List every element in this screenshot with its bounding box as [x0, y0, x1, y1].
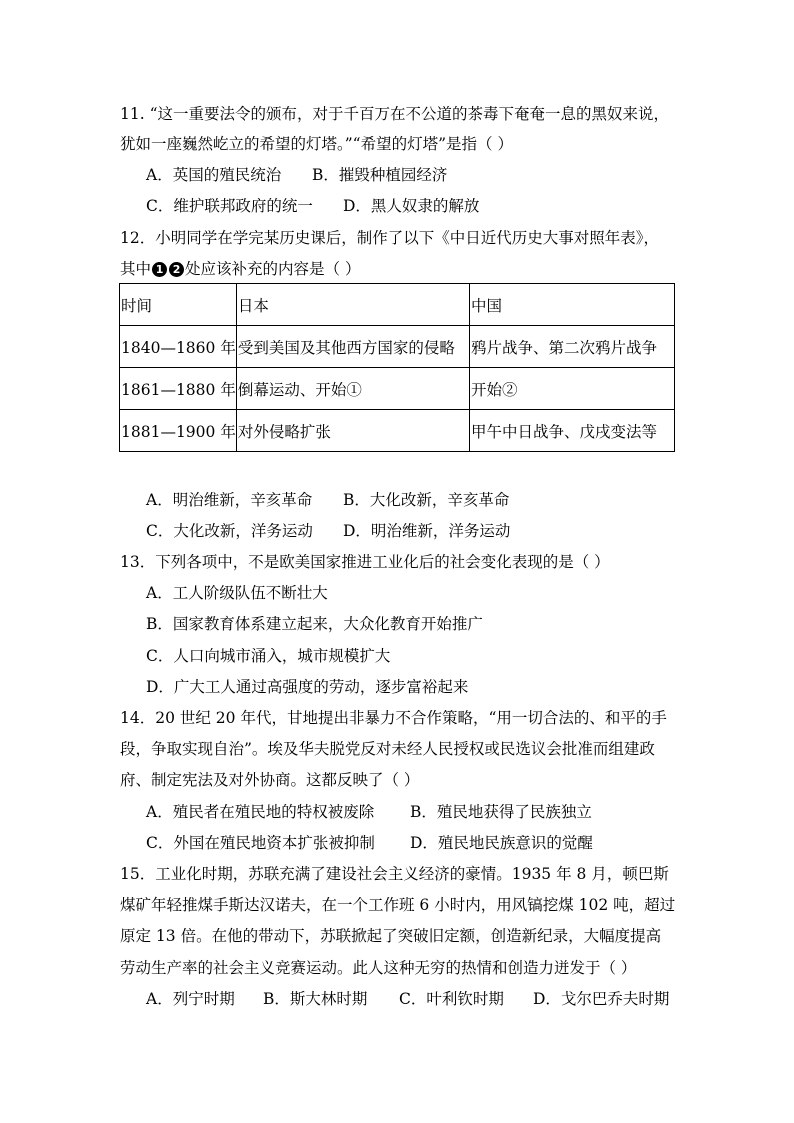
q11-option-b: B．摧毁种植园经济	[312, 166, 448, 184]
table-cell: 开始②	[469, 368, 674, 410]
table-cell: 对外侵略扩张	[236, 410, 469, 452]
circled-number-1: 1	[152, 262, 167, 277]
q14-option-d: D．殖民地民族意识的觉醒	[410, 834, 593, 852]
q13-option-b: B．国家教育体系建立起来，大众化教育开始推广	[146, 615, 483, 633]
q14-option-b: B．殖民地获得了民族独立	[410, 803, 592, 821]
q12-option-c: C．大化改新，洋务运动	[146, 522, 313, 540]
q11-stem-line2: 犹如一座巍然屹立的希望的灯塔。”“希望的灯塔”是指（ ）	[120, 135, 513, 153]
q14-stem-line2: 段，争取实现自治”。埃及华夫脱党反对未经人民授权或民选议会批准而组建政	[120, 740, 655, 758]
table-row	[120, 326, 675, 368]
q15-stem-line2: 煤矿年轻推煤手斯达汉诺夫，在一个工作班 6 小时内，用风镐挖煤 102 吨，超过	[120, 896, 676, 914]
q12-stem-line2	[120, 258, 360, 280]
q13-option-a: A．工人阶级队伍不断壮大	[146, 584, 328, 602]
q13-stem-line1: 13．下列各项中，不是欧美国家推进工业化后的社会变化表现的是（ ）	[120, 553, 610, 571]
q14-option-c: C．外国在殖民地资本扩张被抑制	[146, 834, 375, 852]
table-cell: 1840—1860 年	[120, 326, 237, 368]
table-header-row	[120, 284, 675, 326]
q12-option-d: D．明治维新，洋务运动	[343, 522, 511, 540]
table-cell: 受到美国及其他西方国家的侵略	[236, 326, 469, 368]
q13-option-c: C．人口向城市涌入，城市规模扩大	[146, 647, 391, 665]
q11-stem-line1: 11. “这一重要法令的颁布，对于千百万在不公道的茶毒下奄奄一息的黑奴来说，	[120, 105, 670, 123]
q15-option-c: C．叶利钦时期	[399, 990, 504, 1008]
q12-stem-suffix: 处应该补充的内容是（ ）	[185, 260, 361, 278]
q15-option-d: D．戈尔巴乔夫时期	[533, 990, 670, 1008]
table-cell: 甲午中日战争、戊戌变法等	[469, 410, 674, 452]
q12-stem-line1: 12．小明同学在学完某历史课后，制作了以下《中日近代历史大事对照年表》，	[120, 229, 659, 247]
q11-option-d: D．黑人奴隶的解放	[343, 197, 480, 215]
circled-number-2: 2	[169, 262, 184, 277]
table-cell: 1881—1900 年	[120, 410, 237, 452]
table-cell: 1861—1880 年	[120, 368, 237, 410]
q11-option-c: C．维护联邦政府的统一	[146, 197, 313, 215]
q14-option-a: A．殖民者在殖民地的特权被废除	[146, 803, 375, 821]
q14-stem-line3: 府、制定宪法及对外协商。这都反映了（ ）	[120, 771, 420, 789]
table-cell: 鸦片战争、第二次鸦片战争	[469, 326, 674, 368]
q15-option-b: B．斯大林时期	[263, 990, 368, 1008]
table-header-cell: 中国	[469, 284, 674, 326]
table-cell: 倒幕运动、开始①	[236, 368, 469, 410]
q12-option-b: B．大化改新，辛亥革命	[343, 491, 510, 509]
table-header-cell: 时间	[120, 284, 237, 326]
q14-stem-line1: 14．20 世纪 20 年代，甘地提出非暴力不合作策略，“用一切合法的、和平的手	[120, 709, 667, 727]
q15-option-a: A．列宁时期	[146, 990, 235, 1008]
q15-stem-line4: 劳动生产率的社会主义竞赛运动。此人这种无穷的热情和创造力迸发于（ ）	[120, 959, 637, 977]
table-row	[120, 368, 675, 410]
q15-stem-line1: 15．工业化时期，苏联充满了建设社会主义经济的豪情。1935 年 8 月，顿巴斯	[120, 865, 669, 883]
history-events-table	[119, 283, 675, 452]
q12-stem-prefix: 其中	[120, 260, 152, 278]
table-row	[120, 410, 675, 452]
q12-option-a: A．明治维新，辛亥革命	[146, 491, 313, 509]
table-header-cell: 日本	[236, 284, 469, 326]
q13-option-d: D．广大工人通过高强度的劳动，逐步富裕起来	[146, 678, 469, 696]
q11-option-a: A．英国的殖民统治	[146, 166, 282, 184]
q15-stem-line3: 原定 13 倍。在他的带动下，苏联掀起了突破旧定额，创造新纪录，大幅度提高	[120, 927, 662, 945]
